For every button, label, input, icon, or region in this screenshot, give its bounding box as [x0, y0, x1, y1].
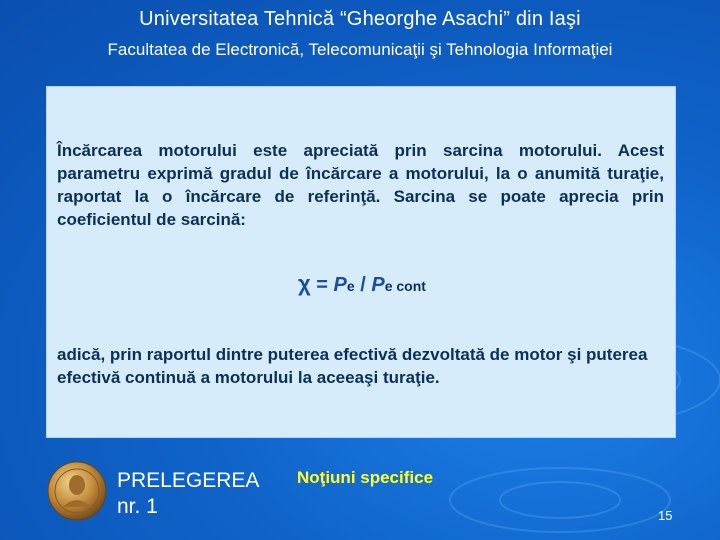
load-coefficient-formula	[47, 271, 677, 297]
lecture-label-line1: PRELEGEREA	[117, 469, 260, 492]
formula-denominator-sub: e cont	[384, 278, 426, 294]
header-title: Universitatea Tehnică “Gheorghe Asachi” din Iaşi	[139, 8, 581, 30]
page-number: 15	[658, 508, 673, 523]
university-medallion-icon	[47, 461, 107, 521]
header-subtitle: Facultatea de Electronică, Telecomunicaţii şi Tehnologia Informaţiei	[107, 40, 613, 59]
lecture-label	[117, 468, 259, 520]
paragraph-ratio-explanation: adică, prin raportul dintre puterea efectivă dezvoltată de motor şi puterea efectivă continuă a motorului la aceeaşi turaţie.	[57, 345, 648, 387]
formula-symbol: χ	[298, 271, 311, 296]
formula-divide: /	[360, 274, 366, 296]
formula-equals: =	[316, 274, 328, 296]
paragraph-load-description: Încărcarea motorului este apreciată prin sarcina motorului. Acest parametru exprimă gradul de încărcare a motorului, la o anumită turaţie, raportat la o încărcare de referinţă. Sarcina se poate aprecia prin coeficientul de sarcină:	[57, 141, 664, 229]
content-panel	[46, 86, 676, 438]
formula-numerator: P	[333, 274, 347, 296]
lecture-label-line2: nr. 1	[117, 495, 158, 518]
lecture-topic: Noţiuni specifice	[297, 468, 434, 487]
formula-numerator-sub: e	[346, 278, 355, 294]
formula-denominator: P	[371, 274, 385, 296]
